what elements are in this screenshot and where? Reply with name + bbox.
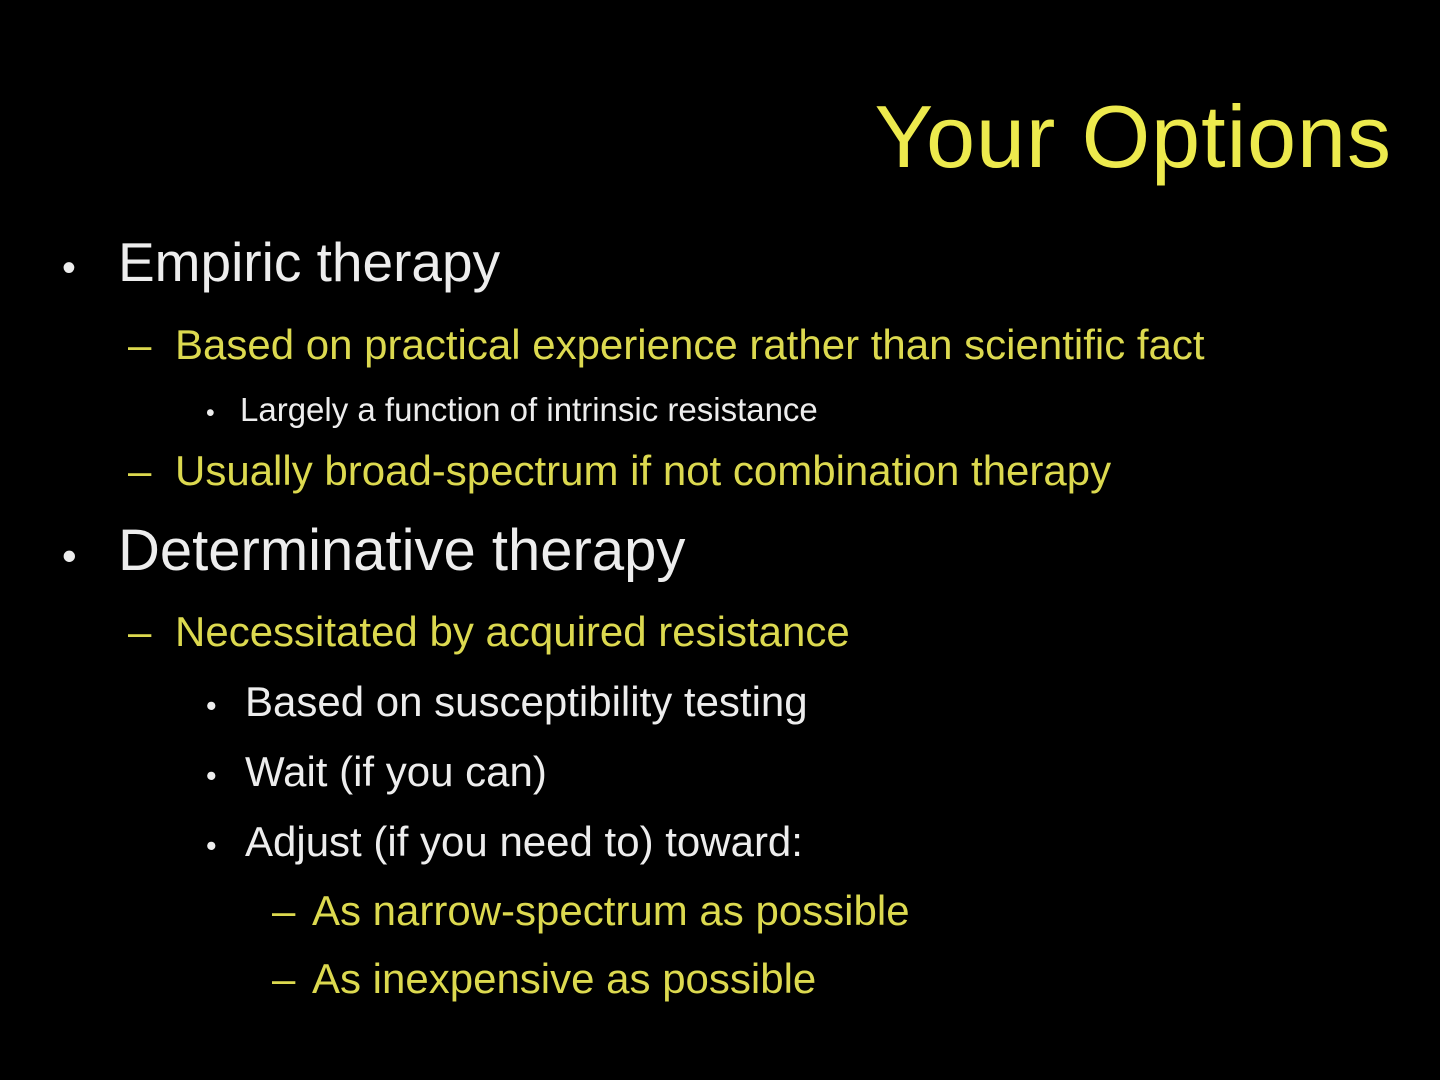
bullet-item-narrow-spectrum — [272, 887, 910, 934]
bullet-text: Empiric therapy — [118, 231, 501, 293]
bullet-dot-icon: • — [206, 760, 217, 793]
bullet-dot-icon: • — [206, 690, 217, 723]
bullet-dot-icon: • — [62, 532, 77, 579]
bullet-text: Based on practical experience rather than scientific fact — [175, 321, 1205, 368]
bullet-item-based-practical — [128, 321, 1205, 368]
dash-marker-icon: – — [128, 321, 152, 368]
bullet-text: As inexpensive as possible — [312, 955, 817, 1002]
bullet-dot-icon: • — [62, 246, 76, 290]
slide-title: Your Options — [874, 87, 1392, 186]
bullet-text: Determinative therapy — [118, 518, 686, 583]
bullet-text: Usually broad-spectrum if not combination therapy — [175, 447, 1112, 494]
bullet-item-wait — [206, 748, 547, 795]
bullet-text: Necessitated by acquired resistance — [175, 608, 850, 655]
bullet-item-largely-function — [206, 393, 818, 427]
bullet-item-determinative-therapy — [62, 518, 686, 583]
dash-marker-icon: – — [128, 608, 152, 655]
bullet-item-susceptibility-testing — [206, 678, 808, 725]
bullet-item-inexpensive — [272, 955, 817, 1002]
bullet-dot-icon: • — [206, 400, 215, 427]
bullet-dot-icon: • — [206, 830, 217, 863]
bullet-text: Largely a function of intrinsic resistance — [240, 391, 818, 428]
bullet-text: Based on susceptibility testing — [245, 678, 808, 725]
bullet-item-necessitated — [128, 608, 850, 655]
dash-marker-icon: – — [272, 955, 296, 1002]
bullet-item-usually-broad — [128, 447, 1112, 494]
bullet-text: As narrow-spectrum as possible — [312, 887, 910, 934]
dash-marker-icon: – — [128, 447, 152, 494]
bullet-text: Wait (if you can) — [245, 748, 547, 795]
bullet-item-adjust — [206, 818, 803, 865]
bullet-item-empiric-therapy — [62, 231, 501, 293]
bullet-text: Adjust (if you need to) toward: — [245, 818, 803, 865]
dash-marker-icon: – — [272, 887, 296, 934]
